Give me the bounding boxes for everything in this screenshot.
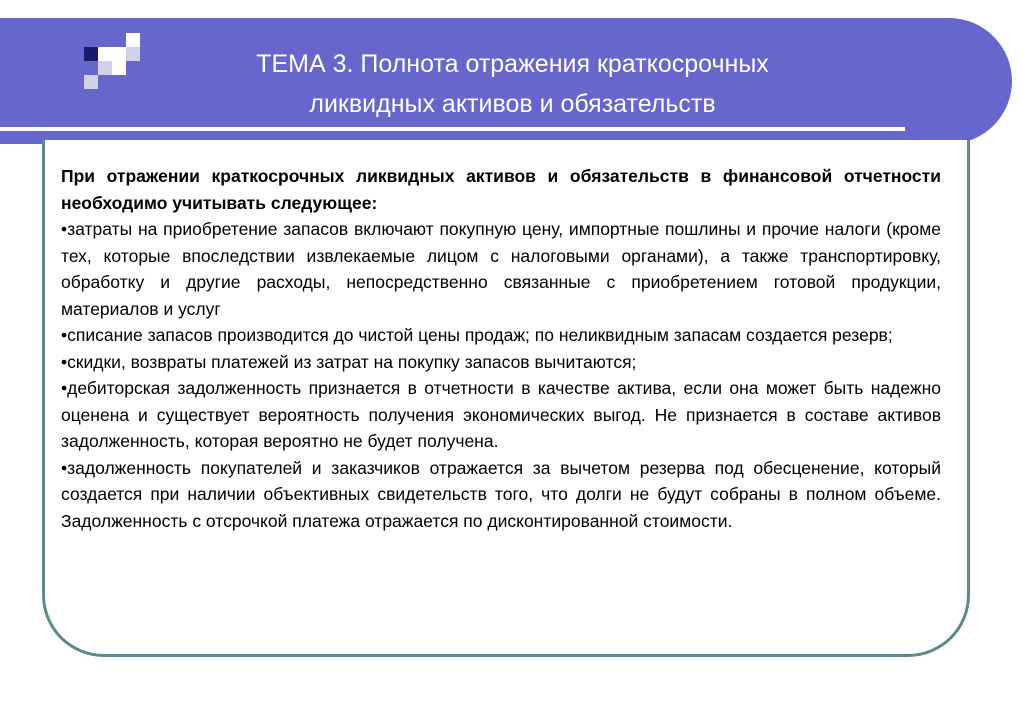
bullet-item: •задолженность покупателей и заказчиков отражается за вычетом резерва под обесценение, который создается при наличии объективных свидетельств того, что долги не будут собраны в полном объеме. Задолженность с отсрочкой платежа отражается по дисконтированной стоимости. <box>61 457 941 531</box>
content-body <box>61 163 941 534</box>
bullet-item: •скидки, возвраты платежей из затрат на покупку запасов вычитаются; <box>61 351 637 372</box>
slide-title-line-2: ликвидных активов и обязательств <box>309 90 716 118</box>
lead-paragraph: При отражении краткосрочных ликвидных активов и обязательств в финансовой отчетности необходимо учитывать следующее: <box>61 166 941 213</box>
bullet-item: •списание запасов производится до чистой цены продаж; по неликвидным запасам создается резерв; <box>61 325 893 345</box>
slide-title-line-1: ТЕМА 3. Полнота отражения краткосрочных <box>256 50 769 78</box>
bullet-item: •затраты на приобретение запасов включают покупную цену, импортные пошлины и прочие налоги (кроме тех, которые впоследствии извлекаемые лицом с налоговыми органами), а также транспортировку, обработку и другие расходы, непосредственно связанные с приобретением готовой продукции, материалов и услуг <box>61 219 941 319</box>
slide-title <box>160 44 865 124</box>
header-divider <box>0 127 905 131</box>
bullet-item: •дебиторская задолженность признается в отчетности в качестве актива, если она может быть надежно оценена и существует вероятность получения экономических выгод. Не признается в составе активов задолженность, которая вероятно не будет получена. <box>61 378 941 451</box>
